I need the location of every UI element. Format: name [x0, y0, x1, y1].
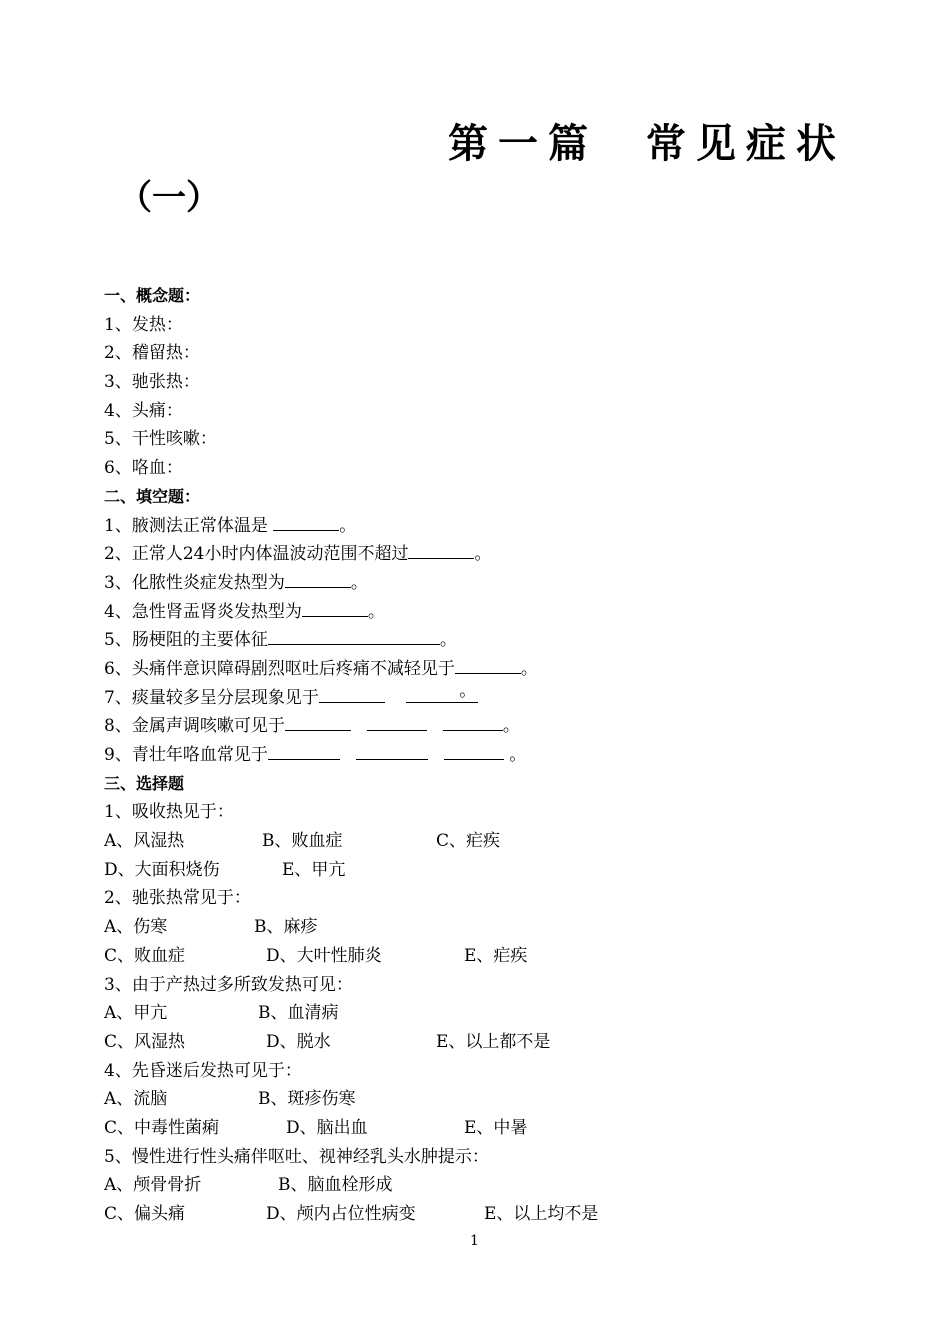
period: 。 [367, 601, 385, 622]
choice-question-stem: 3、由于产热过多所致发热可见： [104, 974, 353, 995]
section-heading-fill: 二、填空题： [104, 486, 201, 506]
fill-question [104, 712, 884, 741]
option-b: B、脑血栓形成 [278, 1175, 393, 1196]
period: 。 [439, 630, 457, 651]
choice-question-stem: 2、驰张热常见于： [104, 888, 251, 909]
choice-options-row [104, 827, 884, 856]
answer-blank [268, 626, 440, 645]
fill-question-text: 2、正常人24小时内体温波动范围不超过 [104, 544, 409, 565]
option-e: E、甲亢 [282, 859, 346, 880]
fill-question-text: 8、金属声调咳嗽可见于 [104, 716, 285, 737]
option-e: E、中暑 [464, 1117, 528, 1138]
option-d: D、脑出血 [286, 1117, 368, 1138]
option-c: C、败血症 [104, 945, 186, 966]
option-d: D、颅内占位性病变 [266, 1204, 416, 1224]
fill-question-text: 5、肠梗阻的主要体征 [104, 630, 268, 651]
answer-blank [285, 569, 351, 588]
fill-question [104, 741, 884, 770]
option-a: A、风湿热 [104, 831, 185, 852]
answer-blank [408, 540, 474, 559]
fill-question [104, 569, 884, 598]
fill-question [104, 512, 884, 541]
choice-options-row [104, 999, 884, 1028]
option-c: C、疟疾 [436, 831, 501, 852]
section-heading-concept: 一、概念题： [104, 286, 201, 305]
fill-question [104, 626, 884, 655]
option-c: C、风湿热 [104, 1031, 186, 1052]
fill-question [104, 540, 884, 569]
answer-blank [406, 680, 478, 703]
option-b: B、血清病 [258, 1003, 339, 1024]
period: 。 [502, 716, 520, 737]
option-b: B、斑疹伤寒 [258, 1089, 356, 1110]
fill-question-text: 7、痰量较多呈分层现象见于 [104, 687, 319, 708]
option-a: A、流脑 [104, 1089, 168, 1110]
period: 。 [459, 680, 477, 701]
answer-blank [302, 598, 368, 617]
option-c: C、中毒性菌痢 [104, 1117, 220, 1138]
option-d: D、大面积烧伤 [104, 859, 220, 880]
answer-blank [273, 512, 339, 531]
period: 。 [509, 745, 527, 765]
choice-options-row [104, 856, 884, 885]
period: 。 [339, 515, 357, 536]
answer-blank [444, 741, 504, 760]
choice-options-row [104, 1028, 884, 1057]
choice-options-row [104, 913, 884, 942]
page-title: 第一篇 常见症状 [448, 121, 846, 167]
fill-question-text: 6、头痛伴意识障碍剧烈呕吐后疼痛不减轻见于 [104, 658, 455, 679]
fill-question-text: 3、化脓性炎症发热型为 [104, 572, 285, 593]
option-e: E、疟疾 [464, 945, 528, 966]
concept-item: 6、咯血： [104, 458, 183, 479]
answer-blank [319, 684, 385, 703]
period: 。 [474, 544, 492, 565]
concept-item: 1、发热： [104, 314, 183, 335]
concept-item: 2、稽留热： [104, 343, 200, 364]
concept-item: 3、驰张热： [104, 372, 200, 393]
answer-blank [443, 712, 503, 731]
option-b: B、败血症 [262, 831, 343, 852]
option-d: D、大叶性肺炎 [266, 945, 382, 966]
answer-blank [367, 712, 427, 731]
page-subtitle: （一） [118, 178, 220, 218]
document-body [104, 282, 884, 1229]
option-e: E、以上均不是 [484, 1204, 599, 1224]
period: 。 [350, 572, 368, 593]
choice-options-row [104, 1085, 884, 1114]
option-a: A、伤寒 [104, 917, 168, 938]
answer-blank [268, 741, 340, 760]
choice-options-row [104, 942, 884, 971]
choice-options-row [104, 1200, 884, 1229]
concept-item: 5、干性咳嗽： [104, 429, 217, 450]
choice-options-row [104, 1114, 884, 1143]
fill-question-text: 4、急性肾盂肾炎发热型为 [104, 601, 302, 622]
choice-question-stem: 1、吸收热见于： [104, 802, 234, 823]
period: 。 [520, 658, 538, 679]
section-heading-choice: 三、选择题 [104, 773, 185, 793]
answer-blank [356, 741, 428, 760]
option-c: C、偏头痛 [104, 1204, 186, 1224]
fill-question-text: 9、青壮年咯血常见于 [104, 745, 268, 765]
option-e: E、以上都不是 [436, 1031, 551, 1052]
choice-options-row [104, 1171, 884, 1200]
option-d: D、脱水 [266, 1031, 331, 1052]
option-a: A、颅骨骨折 [104, 1175, 202, 1196]
answer-blank [455, 655, 521, 674]
page-number: 1 [470, 1233, 479, 1249]
fill-question [104, 598, 884, 627]
concept-item: 4、头痛： [104, 400, 183, 421]
answer-blank [285, 712, 351, 731]
option-b: B、麻疹 [254, 917, 318, 938]
fill-question [104, 680, 884, 713]
option-a: A、甲亢 [104, 1003, 168, 1024]
fill-question-text: 1、腋测法正常体温是 [104, 515, 268, 536]
fill-question [104, 655, 884, 684]
choice-question-stem: 5、慢性进行性头痛伴呕吐、视神经乳头水肿提示： [104, 1146, 489, 1167]
choice-question-stem: 4、先昏迷后发热可见于： [104, 1060, 302, 1081]
